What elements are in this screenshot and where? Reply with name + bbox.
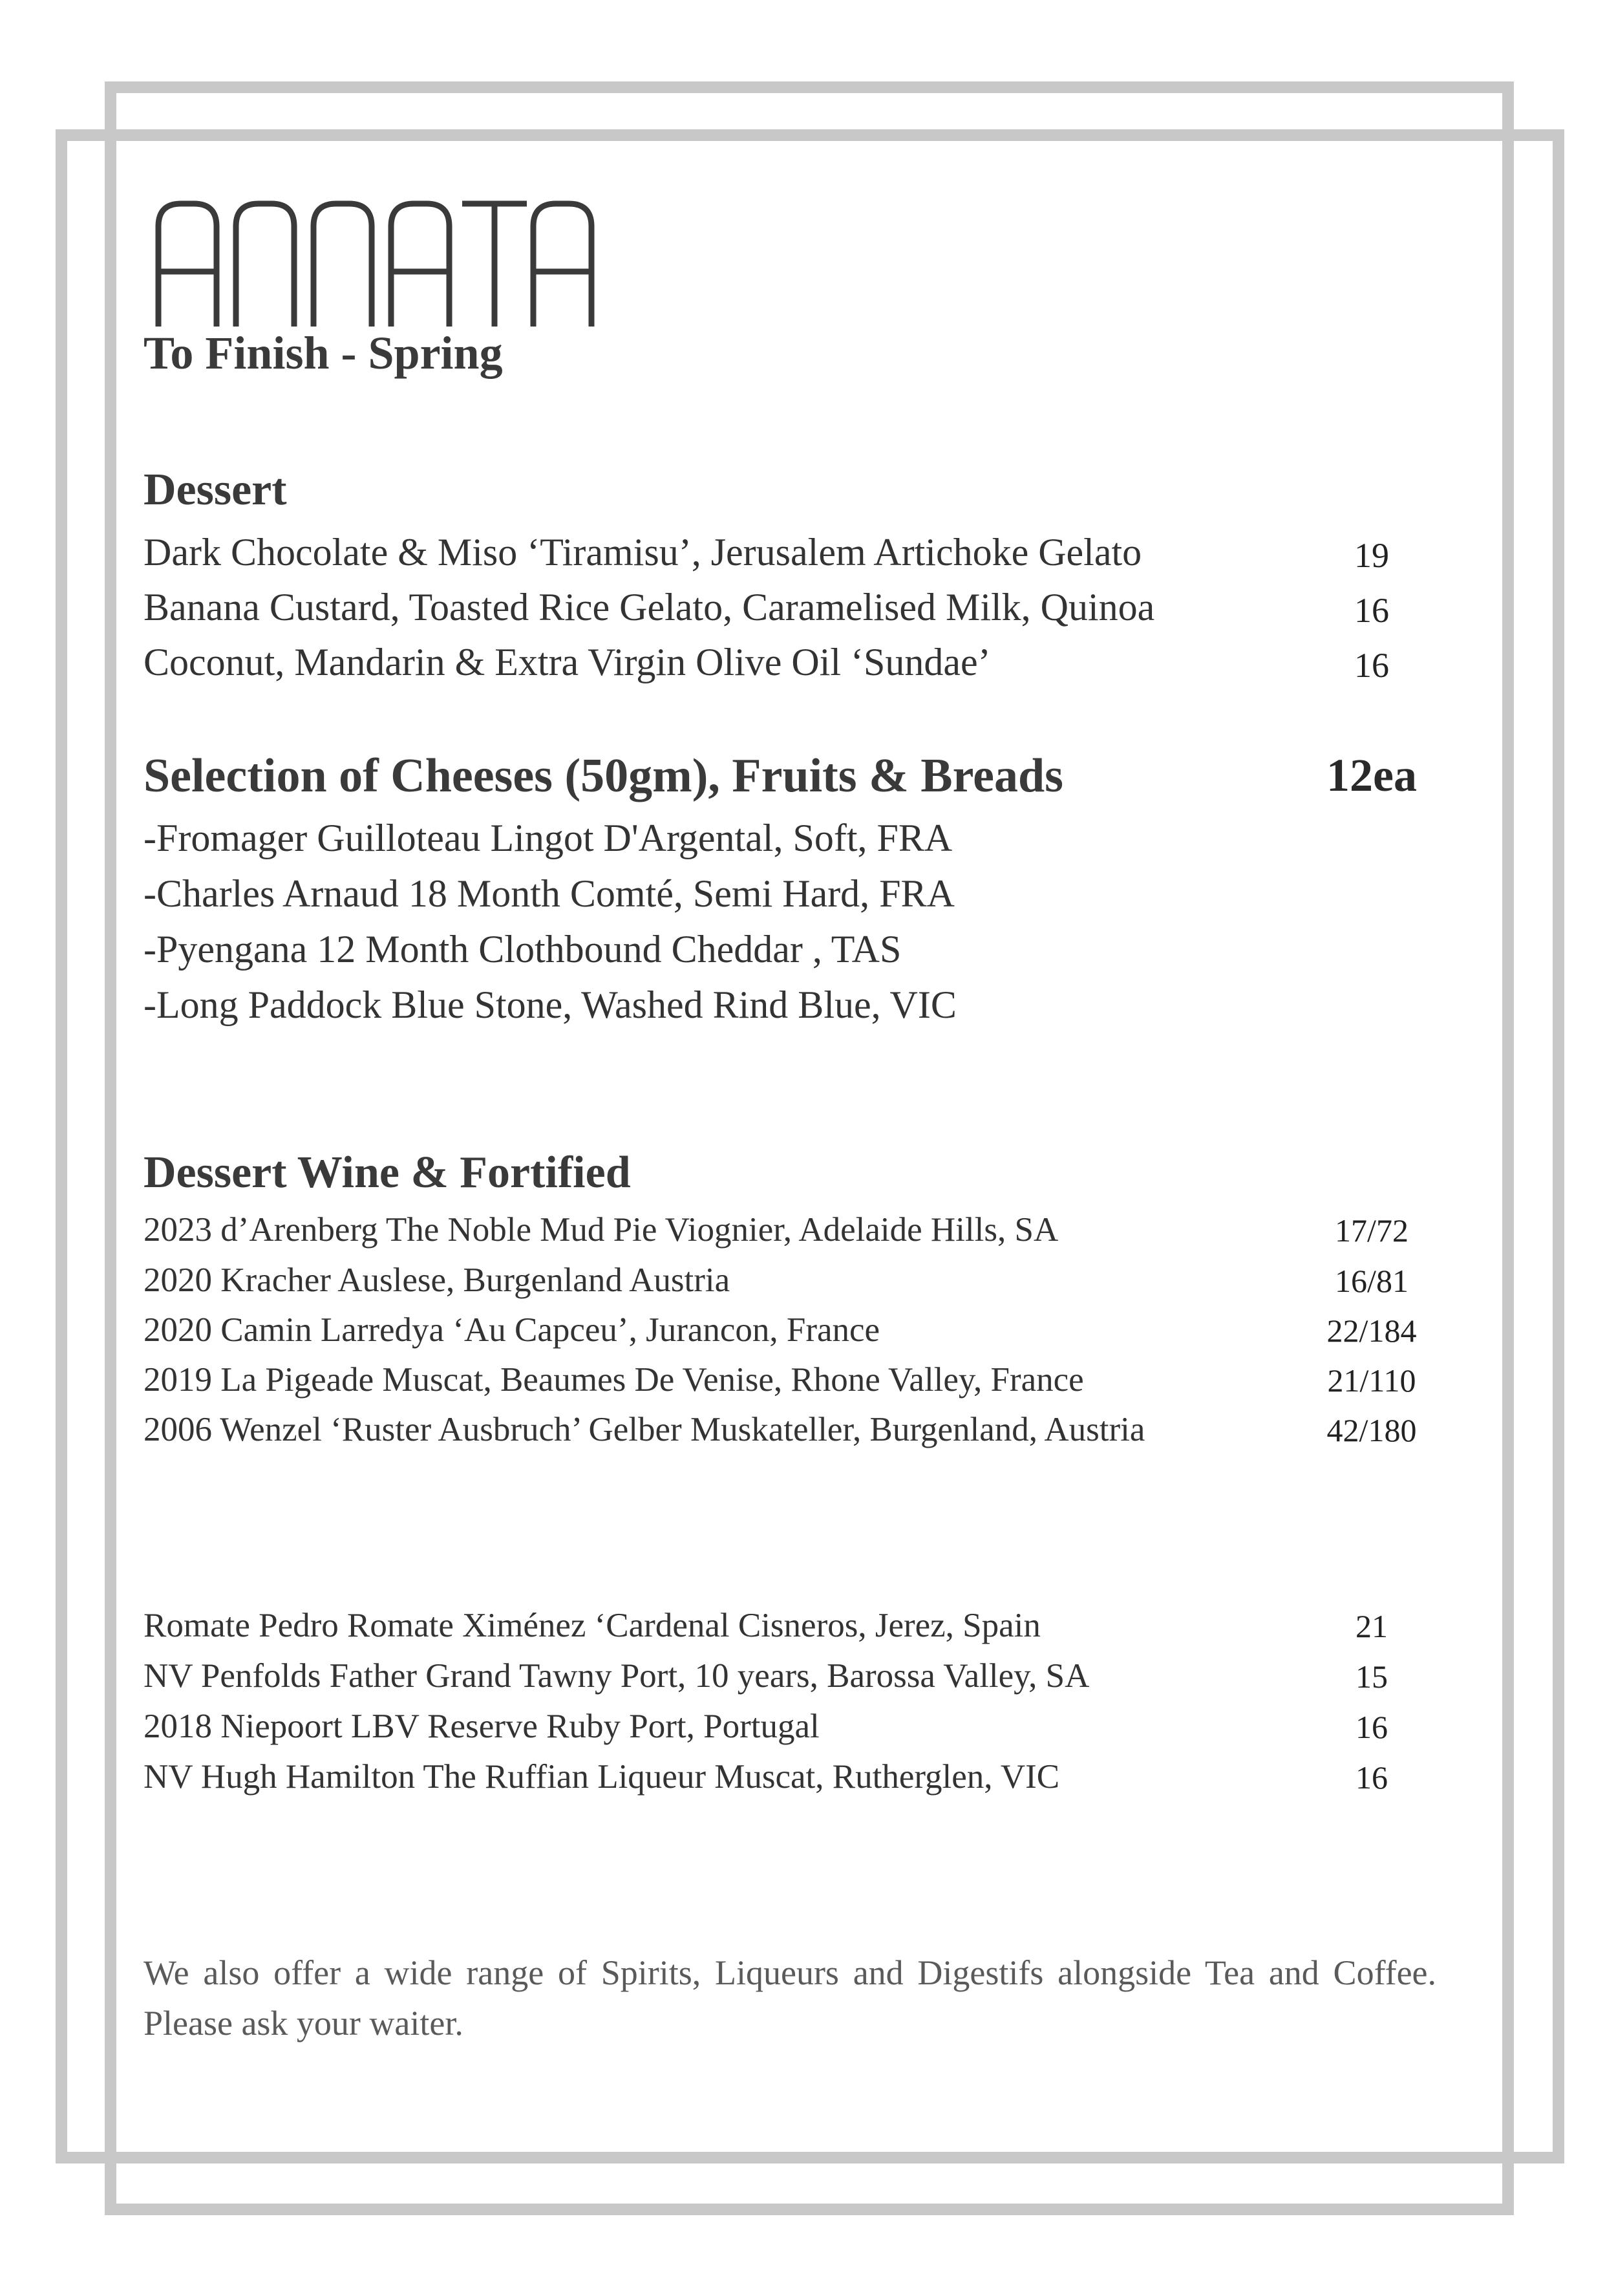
fortified-item-price: 21 [1356,1608,1388,1644]
wine-item-price: 22/184 [1326,1313,1417,1349]
wine-item-price: 42/180 [1326,1412,1417,1448]
wine-item-name: 2019 La Pigeade Muscat, Beaumes De Venise, Rhone Valley, France [144,1361,1084,1399]
wine-item-price: 17/72 [1335,1212,1409,1249]
dessert-item [144,530,1436,582]
wine-item-name: 2020 Camin Larredya ‘Au Capceu’, Jurancon, France [144,1311,880,1349]
cheese-item: -Long Paddock Blue Stone, Washed Rind Blue, VIC [144,983,957,1026]
wine-item-name: 2023 d’Arenberg The Noble Mud Pie Viognier, Adelaide Hills, SA [144,1211,1059,1249]
annata-logo [155,194,595,336]
fortified-item-price: 16 [1356,1759,1388,1796]
fortified-item-price: 15 [1356,1658,1388,1695]
dessert-item-price: 16 [1354,591,1389,630]
fortified-item [144,1657,1436,1708]
cheeses-heading: Selection of Cheeses (50gm), Fruits & Breads [144,749,1063,802]
dessert-item-name: Banana Custard, Toasted Rice Gelato, Caramelised Milk, Quinoa [144,586,1155,628]
wine-item [144,1360,1436,1412]
fortified-item-price: 16 [1356,1709,1388,1745]
dessert-item-price: 16 [1354,646,1389,685]
dessert-item-name: Coconut, Mandarin & Extra Virgin Olive Oil ‘Sundae’ [144,641,991,683]
fortified-item-name: NV Hugh Hamilton The Ruffian Liqueur Muscat, Rutherglen, VIC [144,1758,1060,1796]
cheese-item: -Pyengana 12 Month Clothbound Cheddar , TAS [144,928,902,971]
fortified-item [144,1707,1436,1759]
fortified-item [144,1757,1436,1809]
wine-item-name: 2020 Kracher Auslese, Burgenland Austria [144,1261,730,1299]
wine-item [144,1410,1436,1462]
wine-item-price: 21/110 [1327,1362,1416,1399]
cheeses-price: 12ea [1326,749,1417,801]
dessert-item-price: 19 [1354,536,1389,575]
dessert-item-name: Dark Chocolate & Miso ‘Tiramisu’, Jerusalem Artichoke Gelato [144,531,1142,574]
wine-item-name: 2006 Wenzel ‘Ruster Ausbruch’ Gelber Muskateller, Burgenland, Austria [144,1411,1145,1448]
footer-note: We also offer a wide range of Spirits, Liqueurs and Digestifs alongside Tea and Coffee. Please ask your waiter. [144,1953,1436,2043]
wine-item [144,1210,1436,1262]
dessert-item [144,585,1436,637]
dessert-wine-heading: Dessert Wine & Fortified [144,1148,631,1197]
fortified-item-name: 2018 Niepoort LBV Reserve Ruby Port, Portugal [144,1708,820,1745]
dessert-item [144,640,1436,692]
dessert-heading: Dessert [144,465,287,515]
fortified-item-name: Romate Pedro Romate Ximénez ‘Cardenal Cisneros, Jerez, Spain [144,1607,1041,1644]
cheese-item: -Charles Arnaud 18 Month Comté, Semi Hard, FRA [144,872,955,915]
fortified-item-name: NV Penfolds Father Grand Tawny Port, 10 years, Barossa Valley, SA [144,1657,1090,1695]
fortified-item [144,1606,1436,1658]
wine-item [144,1261,1436,1313]
menu-page [144,0,1436,2296]
cheese-item: -Fromager Guilloteau Lingot D'Argental, Soft, FRA [144,817,953,859]
menu-subtitle: To Finish - Spring [144,327,503,379]
wine-item [144,1311,1436,1362]
wine-item-price: 16/81 [1335,1263,1409,1299]
